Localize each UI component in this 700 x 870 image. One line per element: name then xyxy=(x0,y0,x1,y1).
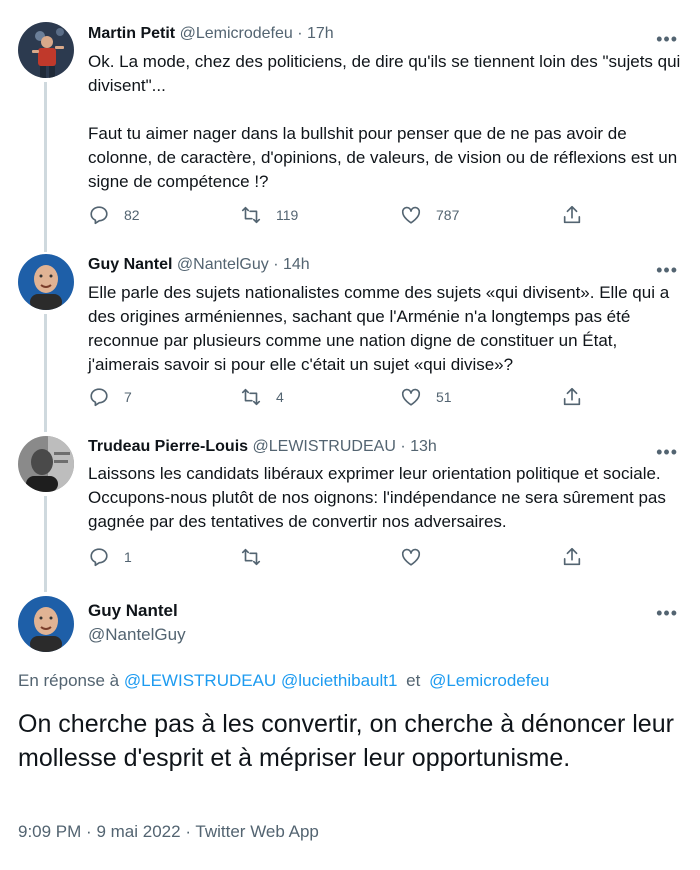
tweet-text xyxy=(88,50,683,194)
tweet-paragraph: Laissons les candidats libéraux exprimer leur orientation politique et sociale. Occupons-nous plutôt de nos oignons: l'indépendance ne sera sûrement pas gagnée par des tentatives de convertir nos adversaires. xyxy=(88,464,666,531)
tweet-actions xyxy=(88,386,593,410)
author-handle[interactable]: @Lemicrodefeu xyxy=(179,25,293,42)
author-handle[interactable]: @NantelGuy xyxy=(176,256,269,273)
reply-button[interactable] xyxy=(88,204,140,226)
avatar-guy-nantel-icon xyxy=(18,254,74,310)
reply-count: 7 xyxy=(124,389,132,405)
tweet-meta xyxy=(18,822,319,842)
reply-prefix: En réponse à xyxy=(18,671,120,690)
more-options-icon[interactable]: ••• xyxy=(656,29,678,49)
more-options-icon[interactable]: ••• xyxy=(656,603,678,623)
more-options-icon[interactable]: ••• xyxy=(656,442,678,462)
share-icon xyxy=(561,546,583,568)
tweet-time[interactable]: 17h xyxy=(307,25,334,42)
thread-line xyxy=(44,496,47,592)
tweet-time[interactable]: 14h xyxy=(283,256,310,273)
reply-icon xyxy=(88,546,110,568)
retweet-icon xyxy=(240,204,262,226)
separator: · xyxy=(297,25,303,42)
share-icon xyxy=(561,386,583,408)
thread-line xyxy=(44,314,47,432)
retweet-button[interactable] xyxy=(240,204,298,226)
like-count: 51 xyxy=(436,389,452,405)
tweet-header xyxy=(88,438,437,456)
retweet-count: 119 xyxy=(276,207,299,223)
tweet-paragraph: Faut tu aimer nager dans la bullshit pour penser que de ne pas avoir de colonne, de caractère, d'opinions, de valeurs, de vision ou de réflexions est un signe de compétence !? xyxy=(88,124,678,191)
avatar[interactable] xyxy=(18,596,74,652)
author-name[interactable]: Martin Petit xyxy=(88,25,176,42)
avatar-trudeau-pierre-louis-icon xyxy=(18,436,74,492)
reply-count: 1 xyxy=(124,549,132,565)
tweet-paragraph: Ok. La mode, chez des politiciens, de dire qu'ils se tiennent loin des "sujets qui divisent"... xyxy=(88,52,681,95)
tweet-actions xyxy=(88,204,593,228)
avatar-guy-nantel-icon xyxy=(18,596,74,652)
tweet-date[interactable]: 9 mai 2022 xyxy=(96,822,181,841)
avatar[interactable] xyxy=(18,22,74,78)
tweet-2[interactable] xyxy=(0,248,700,430)
retweet-count: 4 xyxy=(276,389,284,405)
retweet-button[interactable] xyxy=(240,386,284,408)
like-button[interactable] xyxy=(400,204,459,226)
author-handle[interactable]: @NantelGuy xyxy=(88,625,186,644)
share-button[interactable] xyxy=(561,546,597,568)
like-button[interactable] xyxy=(400,546,436,568)
reply-button[interactable] xyxy=(88,386,132,408)
reply-mention-link[interactable]: @luciethibault1 xyxy=(280,671,398,690)
avatar-martin-petit-icon xyxy=(18,22,74,78)
tweet-time[interactable]: 9:09 PM xyxy=(18,822,82,841)
reply-mention-link[interactable]: @Lemicrodefeu xyxy=(429,671,550,690)
author-name[interactable]: Guy Nantel xyxy=(88,601,178,620)
reply-icon xyxy=(88,386,110,408)
author-name[interactable]: Trudeau Pierre-Louis xyxy=(88,438,249,455)
tweet-text xyxy=(88,462,683,534)
reply-button[interactable] xyxy=(88,546,132,568)
separator: · xyxy=(185,822,191,841)
reply-count: 82 xyxy=(124,207,140,223)
tweet-time[interactable]: 13h xyxy=(410,438,437,455)
reply-mention-link[interactable]: @LEWISTRUDEAU xyxy=(123,671,277,690)
separator: · xyxy=(86,822,92,841)
tweet-header xyxy=(88,256,310,274)
tweet-header xyxy=(88,25,334,43)
heart-icon xyxy=(400,386,422,408)
retweet-button[interactable] xyxy=(240,546,276,568)
author-handle[interactable]: @LEWISTRUDEAU xyxy=(252,438,396,455)
heart-icon xyxy=(400,546,422,568)
tweet-3[interactable] xyxy=(0,430,700,590)
separator: · xyxy=(400,438,406,455)
heart-icon xyxy=(400,204,422,226)
like-button[interactable] xyxy=(400,386,452,408)
thread-line xyxy=(44,82,47,252)
retweet-icon xyxy=(240,546,262,568)
separator: · xyxy=(273,256,279,273)
main-tweet xyxy=(0,590,700,870)
avatar[interactable] xyxy=(18,436,74,492)
tweet-paragraph: Elle parle des sujets nationalistes comme des sujets «qui divisent». Elle qui a des origines arméniennes, sachant que l'Arménie n'a longtemps pas été reconnue par plusieurs comme une nation digne de constituer un État, j'aimerais savoir si pour elle c'était un sujet «qui divise»? xyxy=(88,283,670,374)
tweet-text xyxy=(88,281,683,377)
reply-context xyxy=(18,671,549,691)
share-icon xyxy=(561,204,583,226)
share-button[interactable] xyxy=(561,204,597,226)
author-name[interactable]: Guy Nantel xyxy=(88,256,173,273)
more-options-icon[interactable]: ••• xyxy=(656,260,678,280)
main-tweet-text: On cherche pas à les convertir, on cherche à dénoncer leur mollesse d'esprit et à mépriser leur opportunisme. xyxy=(18,710,674,772)
tweet-1[interactable] xyxy=(0,0,700,248)
reply-and: et xyxy=(406,671,421,690)
retweet-icon xyxy=(240,386,262,408)
tweet-actions xyxy=(88,546,593,570)
avatar[interactable] xyxy=(18,254,74,310)
tweet-source[interactable]: Twitter Web App xyxy=(195,822,319,841)
like-count: 787 xyxy=(436,207,460,223)
reply-icon xyxy=(88,204,110,226)
share-button[interactable] xyxy=(561,386,597,408)
